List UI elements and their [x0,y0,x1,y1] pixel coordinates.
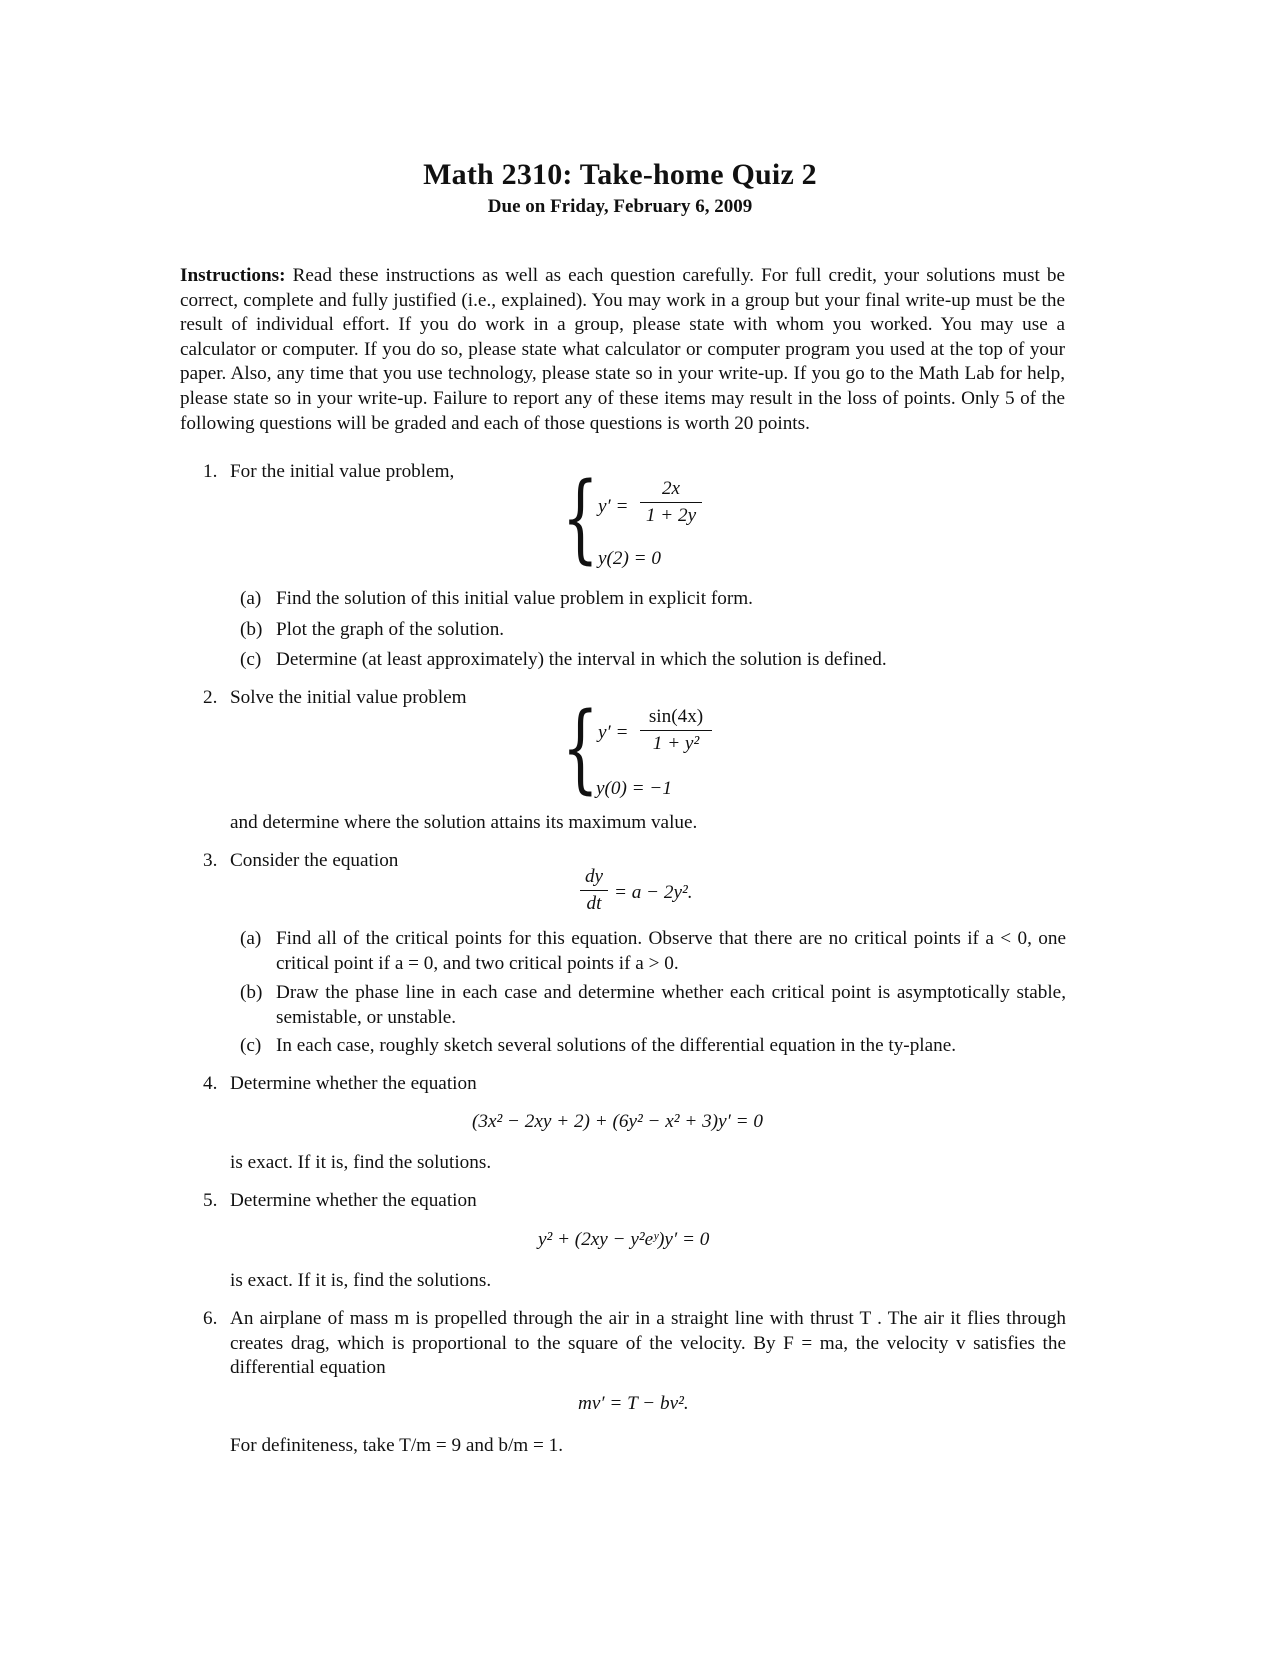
question-text: is exact. If it is, find the solutions. [230,1152,492,1173]
question-text: Determine whether the equation [230,1190,477,1211]
q2-ode-lhs: y′ = [598,722,629,743]
q1-fraction [640,478,702,527]
instructions-paragraph [180,264,1065,436]
question-number: 3. [203,850,218,871]
part-label: (a) [240,588,262,609]
q3-rhs: = a − 2y². [614,882,693,903]
question-text: Determine whether the equation [230,1073,477,1094]
due-date: Due on Friday, February 6, 2009 [487,196,753,217]
question-number: 4. [203,1073,218,1094]
question-text: For the initial value problem, [230,461,455,482]
instructions-label: Instructions: [180,265,286,286]
part-text: Find the solution of this initial value problem in explicit form. [276,588,753,609]
part-text: Draw the phase line in each case and determine whether each critical point is asymptotically stable, semistable, or unstable. [276,982,1066,1028]
q4-equation: (3x² − 2xy + 2) + (6y² − x² + 3)y′ = 0 [472,1111,763,1132]
q1-numerator: 2x [661,478,681,499]
q2-denominator: 1 + y² [652,733,700,754]
question-number: 1. [203,461,218,482]
q2-fraction [640,706,712,755]
fraction-bar [640,730,712,731]
question-text: An airplane of mass m is propelled through the air in a straight line with thrust T . The air it flies through creates drag, which is proportional to the square of the velocity. By F = ma, the velocity v satisfies the differential equation [230,1308,1066,1379]
q3-derivative [580,866,608,915]
question-text: and determine where the solution attains its maximum value. [230,812,698,833]
q1-initial-condition: y(2) = 0 [598,548,662,569]
part-label: (a) [240,928,262,949]
q3-denominator: dt [586,893,602,914]
part-label: (b) [240,982,263,1003]
part-text: Plot the graph of the solution. [276,619,505,640]
fraction-bar [640,502,702,503]
question-number: 6. [203,1308,218,1329]
q1-ode-lhs: y′ = [598,496,629,517]
q6-equation: mv′ = T − bv². [578,1393,689,1414]
fraction-bar [580,890,608,891]
instructions-text: Read these instructions as well as each question carefully. For full credit, your solutions must be correct, complete and fully justified (i.e., explained). You may work in a group but your final write-up must be the result of individual effort. If you do work in a group, please state with whom you worked. You may use a calculator or computer. If you do so, please state what calculator or computer program you used at the top of your paper. Also, any time that you use technology, please state so in your write-up. If you go to the Math Lab for help, please state so in your write-up. Failure to report any of these items may result in the loss of points. Only 5 of the following questions will be graded and each of those questions is worth 20 points. [180,265,1065,434]
left-brace: { [562,692,599,804]
part-label: (b) [240,619,263,640]
question-number: 5. [203,1190,218,1211]
question-text: Solve the initial value problem [230,687,467,708]
q2-initial-condition: y(0) = −1 [596,778,672,799]
part-label: (c) [240,649,262,670]
question-text: Consider the equation [230,850,399,871]
q5-equation: y² + (2xy − y²eʸ)y′ = 0 [538,1229,710,1250]
part-text: Find all of the critical points for this equation. Observe that there are no critical points if a < 0, one critical point if a = 0, and two critical points if a > 0. [276,928,1066,974]
left-brace: { [562,462,599,574]
q3-numerator: dy [584,866,604,887]
page-title: Math 2310: Take-home Quiz 2 [423,158,817,191]
q1-denominator: 1 + 2y [645,505,697,526]
question-number: 2. [203,687,218,708]
q2-numerator: sin(4x) [648,706,704,727]
part-text: In each case, roughly sketch several solutions of the differential equation in the ty-plane. [276,1035,957,1056]
part-label: (c) [240,1035,262,1056]
question-text: For definiteness, take T/m = 9 and b/m = 1. [230,1435,564,1456]
part-text: Determine (at least approximately) the interval in which the solution is defined. [276,649,887,670]
question-text: is exact. If it is, find the solutions. [230,1270,492,1291]
